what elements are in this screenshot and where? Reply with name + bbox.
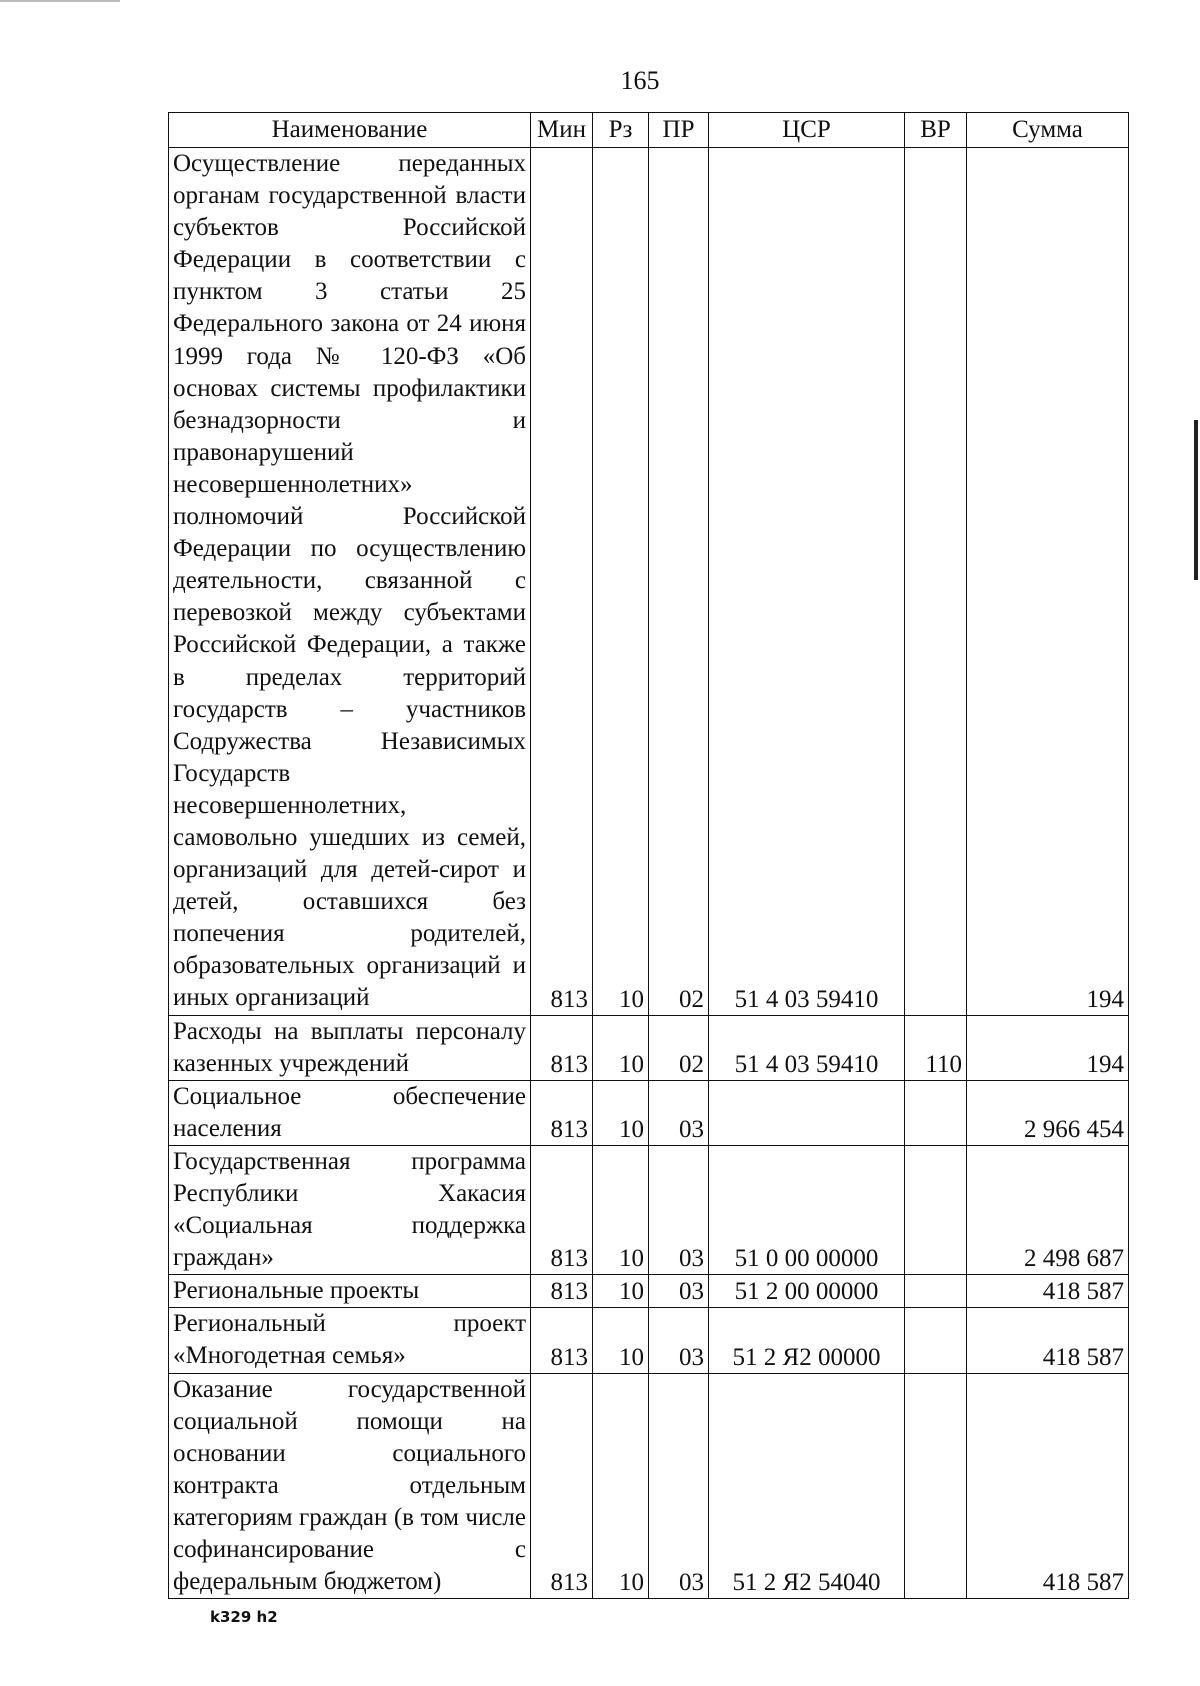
row-pr: 02: [649, 148, 709, 1016]
row-csr: 51 4 03 59410: [709, 148, 905, 1016]
table-row: [169, 1373, 1129, 1599]
header-sum: Сумма: [967, 113, 1129, 148]
row-sum: 2 966 454: [967, 1080, 1129, 1145]
header-rz: Рз: [593, 113, 649, 148]
row-pr: 03: [649, 1145, 709, 1274]
row-name: Осуществление переданных органам государственной власти субъектов Российской Федерации в соответствии с пунктом 3 статьи 25 Федерального закона от 24 июня 1999 года № 120-ФЗ «Об основах системы профилактики безнадзорности и правонарушений несовершеннолетних» полномочий Российской Федерации по осуществлению деятельности, связанной с перевозкой между субъектами Российской Федерации, а также в пределах территорий государств – участников Содружества Независимых Государств несовершеннолетних, самовольно ушедших из семей, организаций для детей-сирот и детей, оставшихся без попечения родителей, образовательных организаций и иных организаций: [169, 148, 531, 1016]
row-pr: 03: [649, 1080, 709, 1145]
scan-edge-mark: [0, 0, 120, 2]
row-min: 813: [531, 1080, 593, 1145]
row-min: 813: [531, 148, 593, 1016]
row-pr: 03: [649, 1373, 709, 1599]
row-name: Оказание государственной социальной помощи на основании социального контракта отдельным категориям граждан (в том числе софинансирование с федеральным бюджетом): [169, 1373, 531, 1599]
row-min: 813: [531, 1308, 593, 1373]
row-vr: [905, 1080, 967, 1145]
header-name: Наименование: [169, 113, 531, 148]
row-csr: 51 0 00 00000: [709, 1145, 905, 1274]
header-min: Мин: [531, 113, 593, 148]
table-header-row: [169, 113, 1129, 148]
budget-table: [168, 112, 1129, 1599]
row-rz: 10: [593, 1080, 649, 1145]
row-sum: 418 587: [967, 1308, 1129, 1373]
row-name: Региональный проект «Многодетная семья»: [169, 1308, 531, 1373]
table-row: [169, 1275, 1129, 1308]
row-min: 813: [531, 1373, 593, 1599]
header-vr: ВР: [905, 113, 967, 148]
table-row: [169, 1308, 1129, 1373]
row-name: Социальное обеспечение населения: [169, 1080, 531, 1145]
row-name: Региональные проекты: [169, 1275, 531, 1308]
table-row: [169, 1145, 1129, 1274]
row-name: Государственная программа Республики Хакасия «Социальная поддержка граждан»: [169, 1145, 531, 1274]
header-pr: ПР: [649, 113, 709, 148]
row-csr: 51 2 Я2 54040: [709, 1373, 905, 1599]
row-vr: [905, 148, 967, 1016]
row-sum: 2 498 687: [967, 1145, 1129, 1274]
row-pr: 03: [649, 1308, 709, 1373]
row-rz: 10: [593, 148, 649, 1016]
row-vr: [905, 1308, 967, 1373]
row-vr: [905, 1275, 967, 1308]
row-name: Расходы на выплаты персоналу казенных учреждений: [169, 1015, 531, 1080]
header-csr: ЦСР: [709, 113, 905, 148]
row-vr: [905, 1373, 967, 1599]
row-csr: 51 2 Я2 00000: [709, 1308, 905, 1373]
row-csr: [709, 1080, 905, 1145]
row-csr: 51 2 00 00000: [709, 1275, 905, 1308]
row-vr: 110: [905, 1015, 967, 1080]
row-min: 813: [531, 1275, 593, 1308]
row-vr: [905, 1145, 967, 1274]
row-sum: 418 587: [967, 1373, 1129, 1599]
page-number: 165: [620, 66, 660, 95]
row-rz: 10: [593, 1308, 649, 1373]
scan-edge-mark: [1194, 420, 1198, 580]
row-pr: 03: [649, 1275, 709, 1308]
row-rz: 10: [593, 1015, 649, 1080]
row-rz: 10: [593, 1145, 649, 1274]
row-pr: 02: [649, 1015, 709, 1080]
footer-code: k329 h2: [210, 1608, 278, 1626]
row-sum: 194: [967, 1015, 1129, 1080]
table-row: [169, 148, 1129, 1016]
row-rz: 10: [593, 1275, 649, 1308]
row-min: 813: [531, 1015, 593, 1080]
row-sum: 418 587: [967, 1275, 1129, 1308]
row-rz: 10: [593, 1373, 649, 1599]
row-csr: 51 4 03 59410: [709, 1015, 905, 1080]
table-row: [169, 1015, 1129, 1080]
row-sum: 194: [967, 148, 1129, 1016]
table-row: [169, 1080, 1129, 1145]
row-min: 813: [531, 1145, 593, 1274]
